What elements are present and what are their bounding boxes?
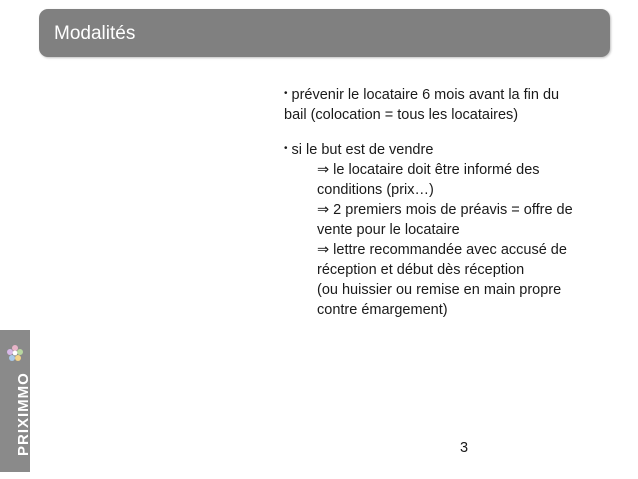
sub-item: contre émargement) [317, 302, 448, 318]
page-number: 3 [460, 440, 469, 456]
sub-item: conditions (prix…) [317, 182, 434, 198]
sub-item: ⇒ lettre recommandée avec accusé de [317, 242, 567, 258]
sub-item: ⇒ le locataire doit être informé des [317, 162, 540, 178]
title-bar [39, 9, 610, 57]
brand-name: PRIXIMMO [15, 372, 32, 456]
bullet-prevenir [284, 84, 614, 125]
bullet-icon: • [284, 88, 288, 99]
bullet-text-cont: bail (colocation = tous les locataires) [284, 107, 519, 123]
bullet-heading: si le but est de vendre [291, 142, 434, 158]
sub-item: vente pour le locataire [317, 222, 460, 238]
slide-content [284, 84, 614, 334]
sub-item: (ou huissier ou remise en main propre [317, 282, 562, 298]
sub-item: ⇒ 2 premiers mois de préavis = offre de [317, 202, 573, 218]
bullet-text: prévenir le locataire 6 mois avant la fin du [291, 87, 560, 103]
flower-logo-icon [6, 344, 24, 362]
bullet-vendre [284, 139, 614, 320]
sub-item: réception et début dès réception [317, 262, 525, 278]
brand-logo [0, 330, 30, 472]
slide-title: Modalités [54, 23, 136, 44]
bullet-icon: • [284, 143, 288, 154]
